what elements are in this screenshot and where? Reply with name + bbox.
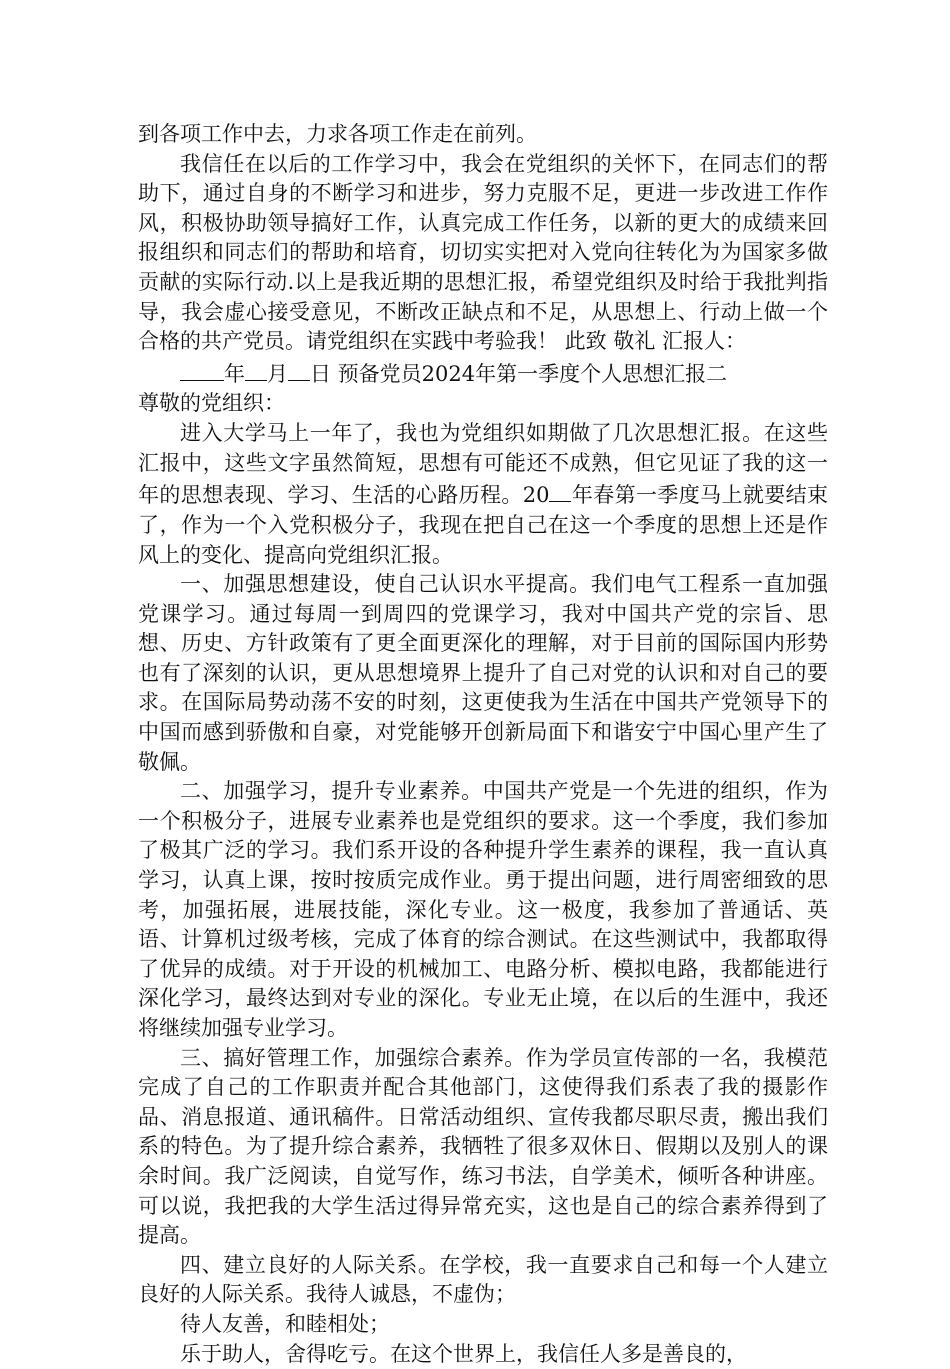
document-page	[138, 120, 828, 1369]
salutation: 尊敬的党组织：	[138, 391, 285, 416]
intro-part-2: 年春第一季度马上就要结束了，作为一个入党积极分子，我现在把自己在这一个季度的思想上还是作风上的变化、提高向党组织汇报。	[138, 483, 828, 567]
paragraph-point-1: 一、加强思想建设，使自己认识水平提高。我们电气工程系一直加强党课学习。通过每周一到周四的党课学习，我对中国共产党的宗旨、思想、历史、方针政策有了更全面更深化的理解，对于目前的国际国内形势也有了深刻的认识，更从思想境界上提升了自己对党的认识和对自己的要求。在国际局势动荡不安的时刻，这更使我为生活在中国共产党领导下的中国而感到骄傲和自豪，对党能够开创新局面下和谐安宁中国心里产生了敬佩。	[138, 572, 828, 774]
paragraph-point-2: 二、加强学习，提升专业素养。中国共产党是一个先进的组织，作为一个积极分子，进展专业素养也是党组织的要求。这一个季度，我们参加了极其广泛的学习。我们系开设的各种提升学生素养的课程，我一直认真学习，认真上课，按时按质完成作业。勇于提出问题，进行周密细致的思考，加强拓展，进展技能，深化专业。这一极度，我参加了普通话、英语、计算机过级考核，完成了体育的综合测试。在这些测试中，我都取得了优异的成绩。对于开设的机械加工、电路分析、模拟电路，我都能进行深化学习，最终达到对专业的深化。专业无止境，在以后的生涯中，我还将继续加强专业学习。	[138, 779, 828, 1040]
year-digit-blank	[549, 478, 571, 502]
intro-part-1: 进入大学马上一年了，我也为党组织如期做了几次思想汇报。在这些汇报中，这些文字虽然简短，思想有可能还不成熟，但它见证了我的这一年的思想表现、学习、生活的心路历程。20	[138, 421, 828, 508]
year-blank	[180, 357, 224, 381]
year-label: 年	[224, 361, 245, 386]
paragraph-helpful: 乐于助人，舍得吃亏。在这个世界上，我信任人多是善良的，	[180, 1341, 747, 1366]
paragraph-continuation: 到各项工作中去，力求各项工作走在前列。	[138, 122, 537, 146]
day-and-title: 日 预备党员2024年第一季度个人思想汇报二	[310, 361, 728, 386]
paragraph-date-line	[138, 357, 828, 390]
day-blank	[288, 357, 310, 381]
paragraph-friendly: 待人友善，和睦相处；	[180, 1311, 390, 1336]
paragraph-intro	[138, 419, 828, 570]
month-blank	[245, 357, 267, 381]
month-label: 月	[267, 361, 288, 386]
paragraph-point-3: 三、搞好管理工作，加强综合素养。作为学员宣传部的一名，我模范完成了自己的工作职责并配合其他部门，这使得我们系表了我的摄影作品、消息报道、通讯稿件。日常活动组织、宣传我都尽职尽责，搬出我们系的特色。为了提升综合素养，我牺牲了很多双休日、假期以及别人的课余时间。我广泛阅读，自觉写作，练习书法，自学美术，倾听各种讲座。可以说，我把我的大学生活过得异常充实，这也是自己的综合素养得到了提高。	[138, 1045, 828, 1248]
paragraph-commitment: 我信任在以后的工作学习中，我会在党组织的关怀下，在同志们的帮助下，通过自身的不断学习和进步，努力克服不足，更进一步改进工作作风，积极协助领导搞好工作，认真完成工作任务，以新的更大的成绩来回报组织和同志们的帮助和培育，切切实实把对入党向往转化为为国家多做贡献的实际行动.以上是我近期的思想汇报，希望党组织及时给于我批判指导，我会虚心接受意见，不断改正缺点和不足，从思想上、行动上做一个合格的共产党员。请党组织在实践中考验我！ 此致 敬礼 汇报人：	[138, 151, 828, 354]
paragraph-point-4: 四、建立良好的人际关系。在学校，我一直要求自己和每一个人建立良好的人际关系。我待人诚恳，不虚伪；	[138, 1252, 828, 1307]
